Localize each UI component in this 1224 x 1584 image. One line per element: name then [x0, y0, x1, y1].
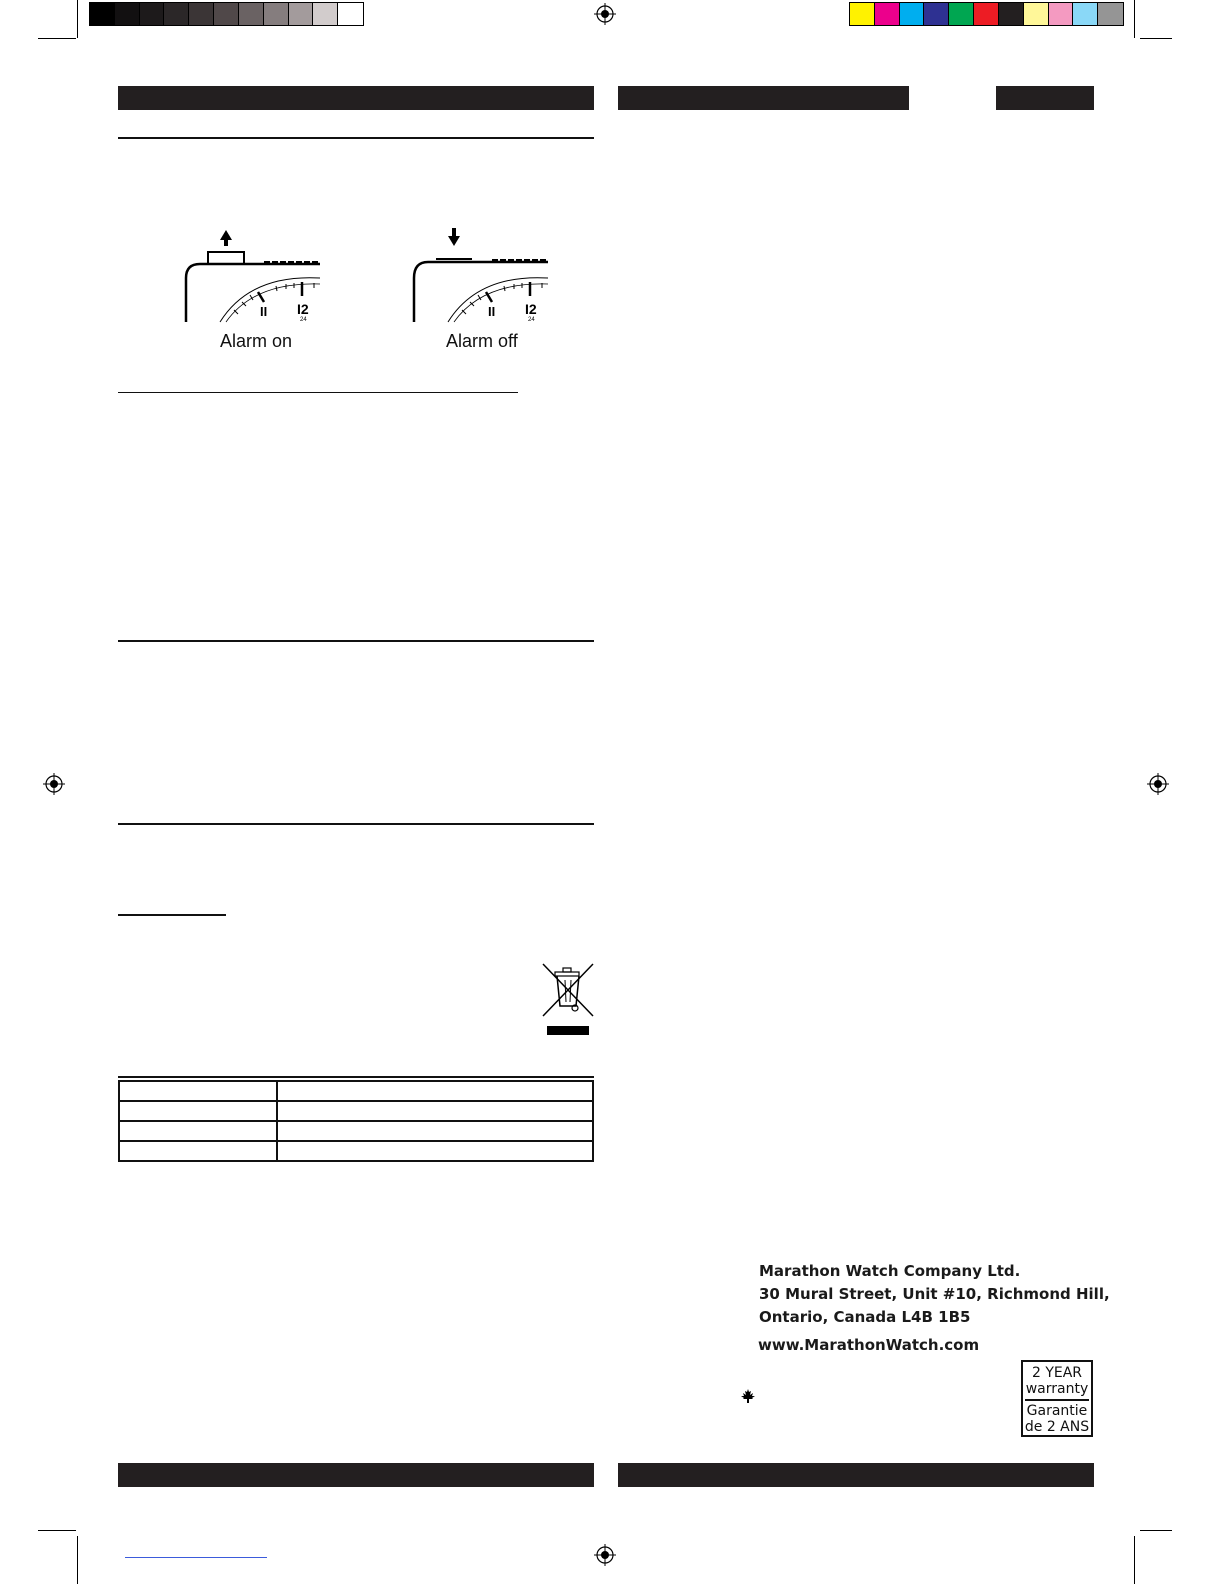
warranty-divider [1025, 1399, 1089, 1401]
table-cell [277, 1141, 593, 1161]
color-swatch [164, 3, 189, 25]
warranty-badge [1021, 1360, 1093, 1437]
subheading-underline [118, 914, 226, 916]
section-rule [118, 823, 594, 825]
table-cell [119, 1141, 277, 1161]
warranty-line-1: 2 YEAR [1031, 1365, 1083, 1381]
table-cell [119, 1101, 277, 1121]
color-swatch [313, 3, 338, 25]
dial-numeral-11: II [488, 304, 496, 319]
color-swatch [239, 3, 264, 25]
color-swatch [900, 3, 925, 25]
table-cell [277, 1081, 593, 1101]
color-swatch [289, 3, 314, 25]
crop-mark [1134, 0, 1135, 38]
table-row [119, 1141, 593, 1161]
color-swatch [90, 3, 115, 25]
color-swatch [140, 3, 165, 25]
table-cell [119, 1081, 277, 1101]
color-swatch [189, 3, 214, 25]
warranty-line-3: Garantie [1026, 1403, 1088, 1419]
warranty-line-2: warranty [1025, 1381, 1089, 1397]
left-footer-bar [118, 1463, 594, 1487]
right-header-bar [618, 86, 909, 110]
dial-numeral-12: I2 [297, 301, 309, 317]
crop-mark [1140, 38, 1172, 39]
crop-mark [38, 38, 76, 39]
table-row [119, 1081, 593, 1101]
right-footer-bar [618, 1463, 1094, 1487]
color-swatch [338, 3, 363, 25]
color-swatch [1049, 3, 1074, 25]
crop-mark [1134, 1536, 1135, 1584]
crop-mark [38, 1530, 76, 1531]
specification-table [118, 1080, 594, 1162]
table-row [119, 1121, 593, 1141]
company-name: Marathon Watch Company Ltd. [759, 1262, 1021, 1280]
registration-mark-icon [594, 1544, 616, 1566]
color-swatch [949, 3, 974, 25]
alarm-on-caption: Alarm on [220, 331, 293, 351]
color-swatch [875, 3, 900, 25]
alarm-on-diagram [180, 222, 325, 324]
dial-numeral-24: 24 [528, 317, 535, 323]
section-rule [118, 392, 518, 393]
crop-mark [77, 0, 78, 38]
color-swatch [850, 3, 875, 25]
dial-numeral-11: II [260, 304, 268, 319]
color-swatch [214, 3, 239, 25]
color-swatch [1024, 3, 1049, 25]
section-rule [118, 640, 594, 642]
maple-leaf-icon [740, 1388, 756, 1404]
table-row [119, 1101, 593, 1121]
color-swatch [1098, 3, 1123, 25]
link-underline [125, 1557, 267, 1558]
warranty-line-4: de 2 ANS [1024, 1419, 1090, 1435]
table-cell [277, 1101, 593, 1121]
left-header-bar [118, 86, 594, 110]
registration-mark-icon [1147, 773, 1169, 795]
city-address: Ontario, Canada L4B 1B5 [759, 1308, 971, 1326]
registration-mark-icon [43, 773, 65, 795]
color-swatch [264, 3, 289, 25]
crossed-out-wheelie-bin-icon [541, 962, 595, 1038]
color-bar [849, 2, 1124, 26]
dial-numeral-24: 24 [300, 317, 307, 323]
table-cell [277, 1121, 593, 1141]
dial-numeral-12: I2 [525, 301, 537, 317]
color-swatch [1073, 3, 1098, 25]
registration-mark-icon [594, 3, 616, 25]
crop-mark [77, 1536, 78, 1584]
website-link[interactable]: www.MarathonWatch.com [758, 1336, 980, 1354]
color-swatch [924, 3, 949, 25]
section-rule [118, 1076, 594, 1078]
alarm-off-caption: Alarm off [446, 331, 518, 351]
color-swatch [999, 3, 1024, 25]
alarm-off-diagram [408, 222, 553, 324]
color-swatch [115, 3, 140, 25]
street-address: 30 Mural Street, Unit #10, Richmond Hill, [759, 1285, 1110, 1303]
language-tab-bar [996, 86, 1094, 110]
grayscale-bar [89, 2, 364, 26]
color-swatch [974, 3, 999, 25]
section-rule [118, 137, 594, 139]
crop-mark [1140, 1530, 1172, 1531]
table-cell [119, 1121, 277, 1141]
